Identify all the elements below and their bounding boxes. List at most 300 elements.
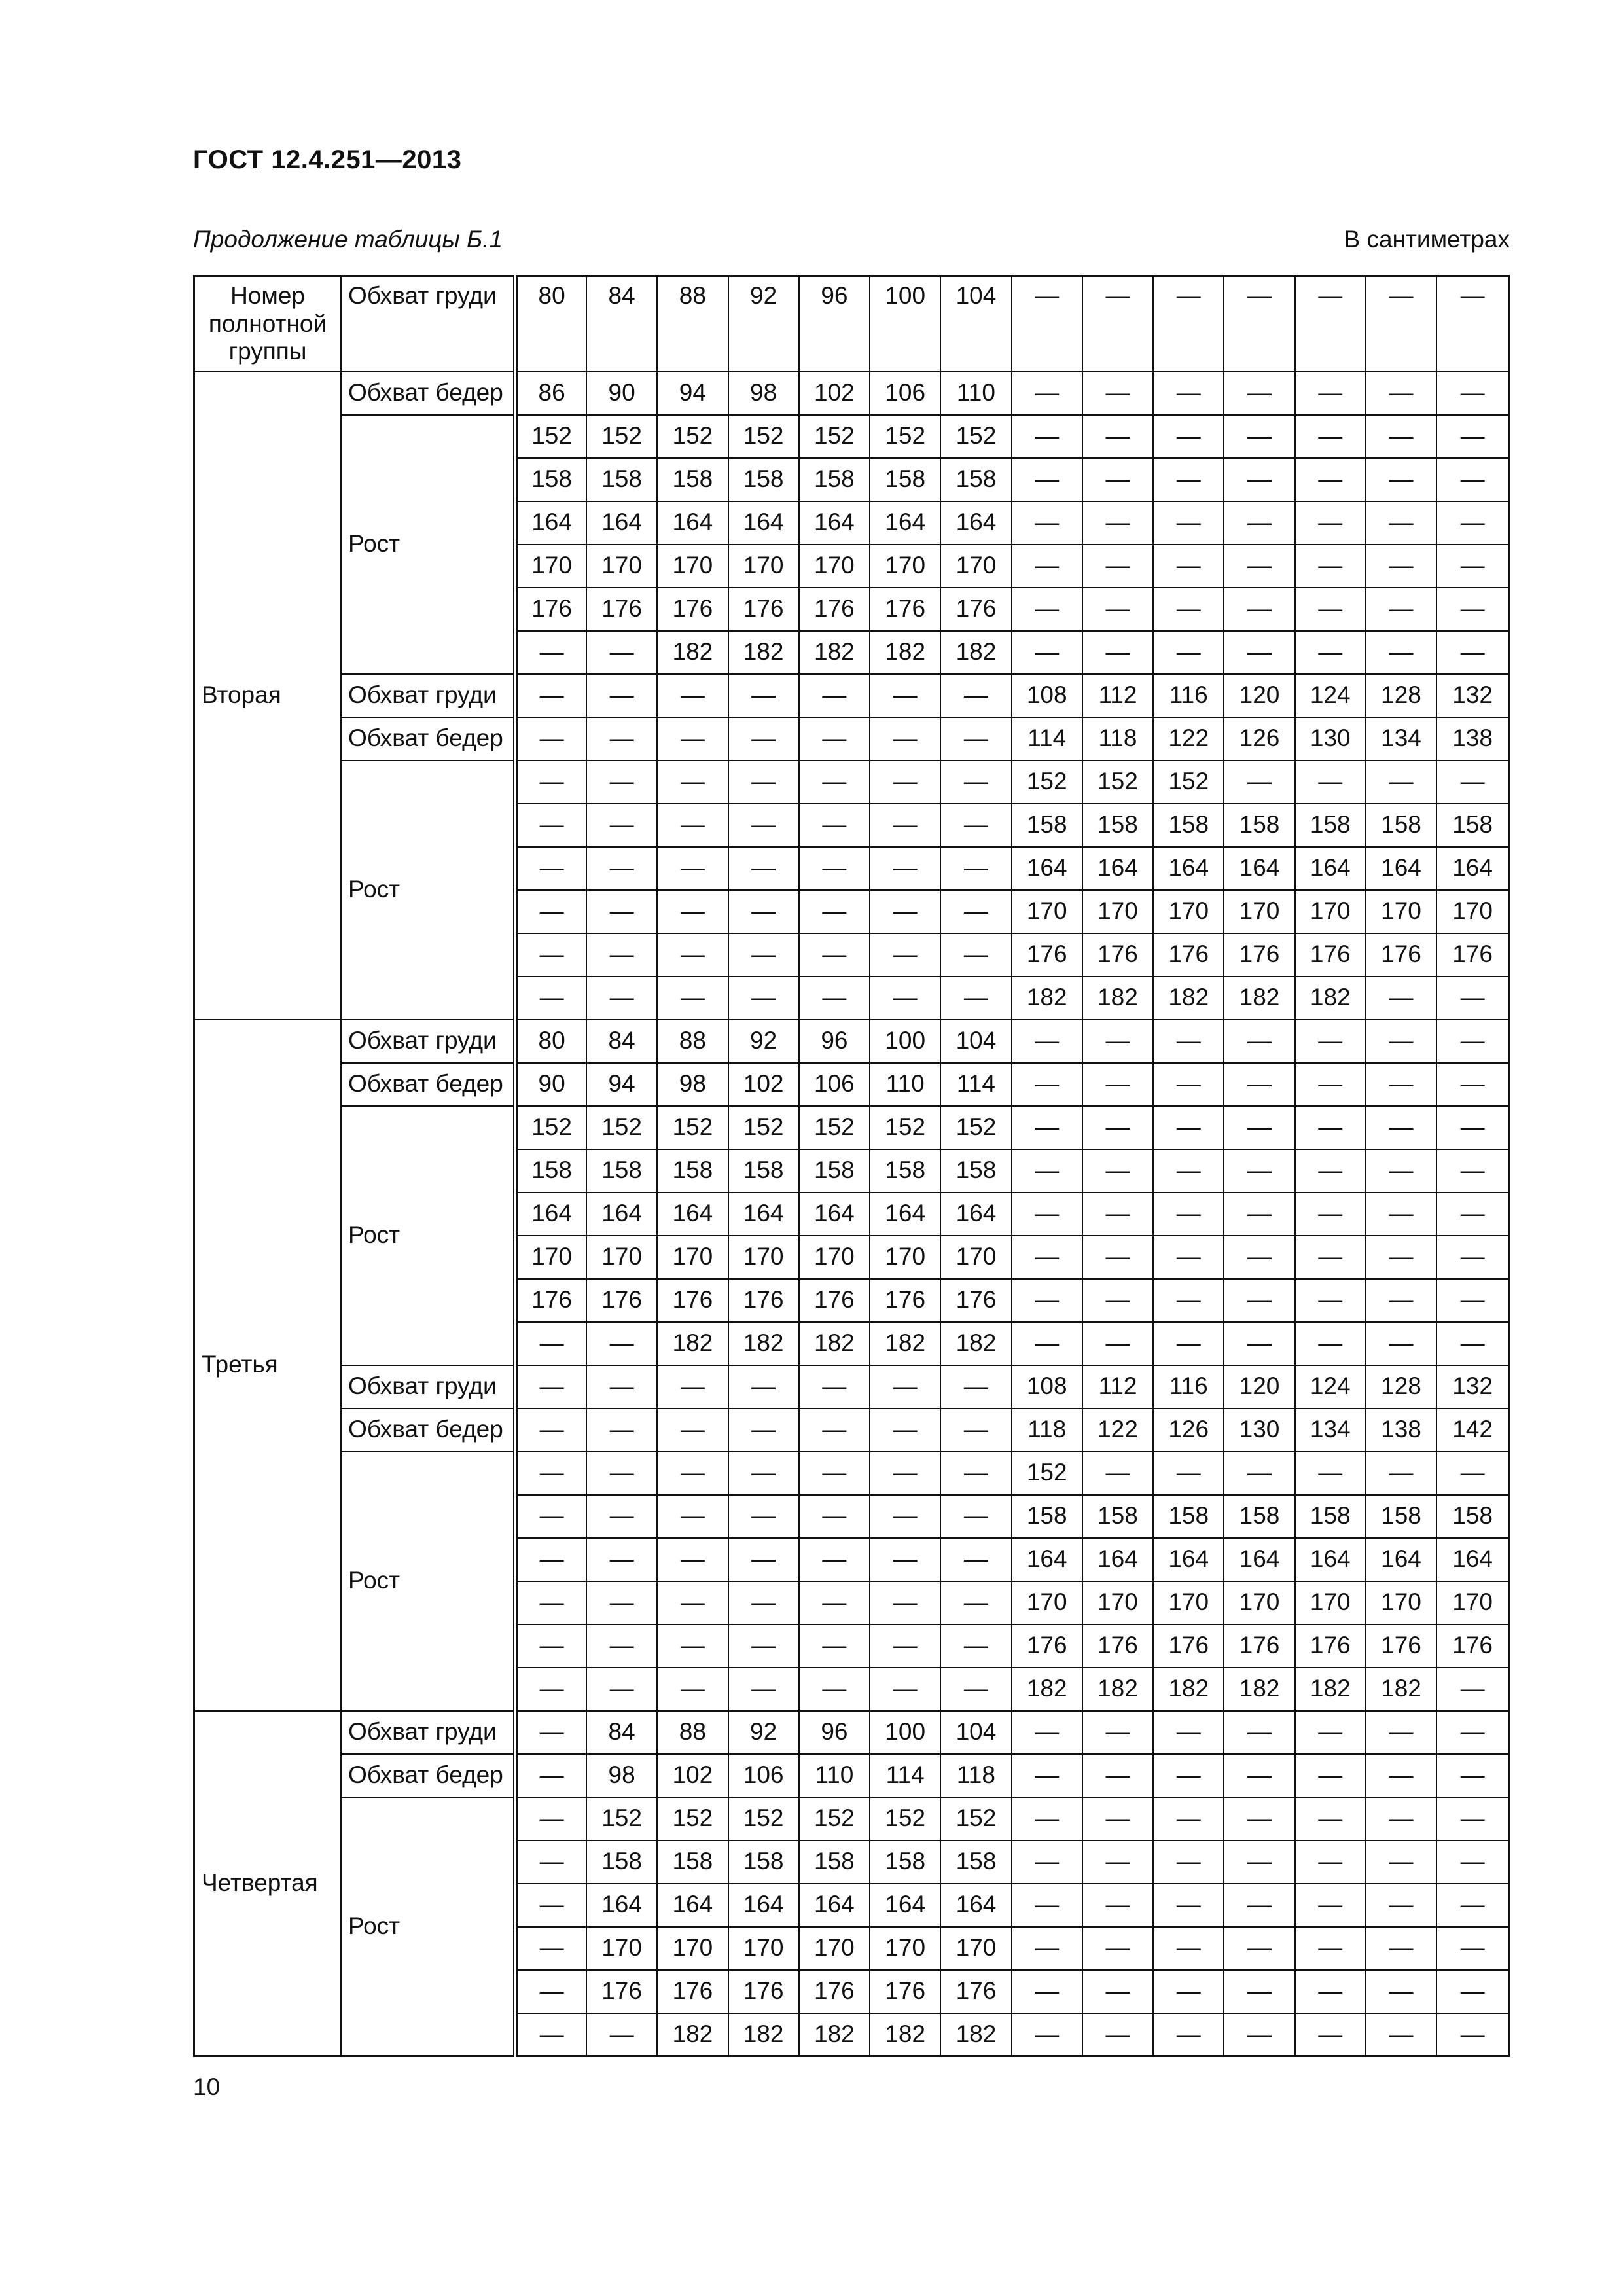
value-cell: 100 xyxy=(870,1711,940,1754)
value-cell: 182 xyxy=(1295,1668,1366,1711)
value-cell: — xyxy=(1436,2013,1508,2056)
value-cell: — xyxy=(1153,501,1224,545)
value-cell: — xyxy=(1224,1452,1294,1495)
value-cell: — xyxy=(799,1452,870,1495)
value-cell: 170 xyxy=(1224,890,1294,933)
value-cell: — xyxy=(1082,1063,1153,1106)
value-cell: 138 xyxy=(1436,717,1508,761)
value-cell: 158 xyxy=(1436,1495,1508,1538)
value-cell: — xyxy=(1224,1063,1294,1106)
value-cell: 94 xyxy=(586,1063,657,1106)
value-cell: 152 xyxy=(728,1797,799,1840)
value-cell: 164 xyxy=(1436,1538,1508,1581)
value-cell: — xyxy=(1366,545,1436,588)
value-cell: 164 xyxy=(799,501,870,545)
value-cell: 158 xyxy=(799,1149,870,1193)
value-cell: — xyxy=(940,890,1011,933)
value-cell: — xyxy=(657,1581,728,1624)
table-row xyxy=(194,415,1509,458)
value-cell: 118 xyxy=(1012,1408,1082,1452)
measure-label-cell: Обхват бедер xyxy=(341,1408,516,1452)
value-cell: 114 xyxy=(940,1063,1011,1106)
table-row xyxy=(194,1452,1509,1495)
value-cell: — xyxy=(1012,1797,1082,1840)
value-cell: 182 xyxy=(799,631,870,674)
value-cell: 98 xyxy=(586,1754,657,1797)
value-cell: — xyxy=(1153,1020,1224,1063)
value-cell: — xyxy=(516,1581,586,1624)
value-cell: — xyxy=(799,761,870,804)
value-cell: 164 xyxy=(1295,847,1366,890)
table-row xyxy=(194,1797,1509,1840)
value-cell: 158 xyxy=(1436,804,1508,847)
value-cell: 170 xyxy=(728,1927,799,1970)
value-cell: — xyxy=(1436,1149,1508,1193)
value-cell: 182 xyxy=(1082,977,1153,1020)
value-cell: 152 xyxy=(586,415,657,458)
value-cell: — xyxy=(1295,1279,1366,1322)
value-cell: 164 xyxy=(657,501,728,545)
value-cell: 164 xyxy=(870,1884,940,1927)
value-cell: 176 xyxy=(1366,1624,1436,1668)
value-cell: — xyxy=(1436,1884,1508,1927)
value-cell: — xyxy=(728,890,799,933)
value-cell: 176 xyxy=(799,1970,870,2013)
header-value: — xyxy=(1436,276,1508,372)
value-cell: 152 xyxy=(870,1797,940,1840)
value-cell: 164 xyxy=(657,1193,728,1236)
value-cell: 170 xyxy=(586,545,657,588)
value-cell: 164 xyxy=(1082,847,1153,890)
value-cell: 176 xyxy=(1295,933,1366,977)
value-cell: — xyxy=(870,717,940,761)
value-cell: — xyxy=(1224,1322,1294,1365)
value-cell: — xyxy=(1012,372,1082,415)
value-cell: — xyxy=(516,1322,586,1365)
value-cell: 164 xyxy=(870,1193,940,1236)
value-cell: — xyxy=(1295,501,1366,545)
value-cell: 164 xyxy=(940,1193,1011,1236)
value-cell: 176 xyxy=(1366,933,1436,977)
value-cell: 152 xyxy=(870,1106,940,1149)
value-cell: — xyxy=(1366,2013,1436,2056)
value-cell: — xyxy=(1295,1884,1366,1927)
value-cell: — xyxy=(1082,588,1153,631)
value-cell: 114 xyxy=(870,1754,940,1797)
value-cell: 182 xyxy=(799,2013,870,2056)
value-cell: — xyxy=(1082,1452,1153,1495)
value-cell: 152 xyxy=(799,1106,870,1149)
value-cell: 164 xyxy=(1366,1538,1436,1581)
value-cell: 152 xyxy=(657,1797,728,1840)
value-cell: — xyxy=(799,1668,870,1711)
value-cell: — xyxy=(728,1495,799,1538)
value-cell: — xyxy=(940,717,1011,761)
header-value: — xyxy=(1153,276,1224,372)
value-cell: 170 xyxy=(1153,890,1224,933)
value-cell: 182 xyxy=(870,2013,940,2056)
value-cell: — xyxy=(1153,1927,1224,1970)
value-cell: — xyxy=(516,977,586,1020)
value-cell: 152 xyxy=(516,1106,586,1149)
value-cell: 158 xyxy=(728,1149,799,1193)
value-cell: 116 xyxy=(1153,1365,1224,1408)
group-name-cell: Четвертая xyxy=(194,1711,342,2056)
value-cell: 142 xyxy=(1436,1408,1508,1452)
value-cell: 176 xyxy=(586,1279,657,1322)
value-cell: 182 xyxy=(728,2013,799,2056)
value-cell: 170 xyxy=(657,545,728,588)
value-cell: — xyxy=(799,1581,870,1624)
value-cell: — xyxy=(1082,2013,1153,2056)
value-cell: — xyxy=(870,977,940,1020)
value-cell: 170 xyxy=(1012,1581,1082,1624)
value-cell: — xyxy=(1224,545,1294,588)
value-cell: 118 xyxy=(1082,717,1153,761)
value-cell: — xyxy=(728,674,799,717)
value-cell: — xyxy=(1153,1279,1224,1322)
value-cell: 170 xyxy=(1366,890,1436,933)
value-cell: — xyxy=(1012,1279,1082,1322)
value-cell: — xyxy=(870,1495,940,1538)
value-cell: — xyxy=(728,761,799,804)
value-cell: — xyxy=(1436,1322,1508,1365)
value-cell: 112 xyxy=(1082,1365,1153,1408)
value-cell: — xyxy=(1436,415,1508,458)
measure-label-cell: Обхват бедер xyxy=(341,1063,516,1106)
value-cell: 152 xyxy=(657,415,728,458)
value-cell: — xyxy=(1436,1193,1508,1236)
value-cell: — xyxy=(1012,1711,1082,1754)
value-cell: — xyxy=(516,1927,586,1970)
table-row xyxy=(194,1754,1509,1797)
value-cell: — xyxy=(1366,1797,1436,1840)
value-cell: 182 xyxy=(1082,1668,1153,1711)
group-name-cell: Третья xyxy=(194,1020,342,1711)
value-cell: — xyxy=(516,1408,586,1452)
value-cell: — xyxy=(1436,1020,1508,1063)
value-cell: — xyxy=(799,1495,870,1538)
value-cell: 158 xyxy=(657,458,728,501)
value-cell: — xyxy=(1295,1063,1366,1106)
value-cell: 182 xyxy=(728,1322,799,1365)
value-cell: — xyxy=(1366,1236,1436,1279)
value-cell: — xyxy=(1436,761,1508,804)
value-cell: — xyxy=(1153,588,1224,631)
value-cell: — xyxy=(1224,2013,1294,2056)
value-cell: — xyxy=(940,1495,1011,1538)
value-cell: 176 xyxy=(1436,1624,1508,1668)
value-cell: — xyxy=(1366,761,1436,804)
value-cell: — xyxy=(1295,1106,1366,1149)
value-cell: 182 xyxy=(1224,1668,1294,1711)
value-cell: — xyxy=(1082,1322,1153,1365)
header-value: 88 xyxy=(657,276,728,372)
value-cell: 164 xyxy=(586,501,657,545)
header-value: 96 xyxy=(799,276,870,372)
value-cell: — xyxy=(586,933,657,977)
value-cell: 182 xyxy=(940,1322,1011,1365)
value-cell: — xyxy=(1366,588,1436,631)
value-cell: 170 xyxy=(940,1236,1011,1279)
value-cell: — xyxy=(657,890,728,933)
value-cell: 132 xyxy=(1436,674,1508,717)
value-cell: — xyxy=(1366,977,1436,1020)
value-cell: 152 xyxy=(940,1106,1011,1149)
value-cell: — xyxy=(1224,1884,1294,1927)
value-cell: 176 xyxy=(657,1970,728,2013)
value-cell: 158 xyxy=(728,1840,799,1884)
value-cell: 126 xyxy=(1153,1408,1224,1452)
value-cell: 90 xyxy=(586,372,657,415)
value-cell: 98 xyxy=(657,1063,728,1106)
value-cell: — xyxy=(940,1408,1011,1452)
value-cell: — xyxy=(1295,1322,1366,1365)
value-cell: — xyxy=(1224,458,1294,501)
value-cell: — xyxy=(1082,1106,1153,1149)
value-cell: — xyxy=(1012,1063,1082,1106)
value-cell: 164 xyxy=(799,1193,870,1236)
document-title: ГОСТ 12.4.251—2013 xyxy=(193,145,462,174)
value-cell: — xyxy=(516,1754,586,1797)
value-cell: 164 xyxy=(1224,1538,1294,1581)
value-cell: — xyxy=(516,1452,586,1495)
value-cell: — xyxy=(1366,631,1436,674)
value-cell: — xyxy=(1082,1711,1153,1754)
value-cell: 164 xyxy=(516,1193,586,1236)
value-cell: 80 xyxy=(516,1020,586,1063)
value-cell: — xyxy=(1012,545,1082,588)
value-cell: 102 xyxy=(728,1063,799,1106)
measure-label-cell: Рост xyxy=(341,1452,516,1711)
header-value: — xyxy=(1224,276,1294,372)
value-cell: 88 xyxy=(657,1020,728,1063)
value-cell: 176 xyxy=(516,1279,586,1322)
value-cell: — xyxy=(1295,1452,1366,1495)
value-cell: 182 xyxy=(1012,1668,1082,1711)
value-cell: — xyxy=(1082,1884,1153,1927)
value-cell: — xyxy=(1012,1970,1082,2013)
value-cell: — xyxy=(1153,1797,1224,1840)
page-number: 10 xyxy=(193,2073,221,2100)
value-cell: — xyxy=(940,674,1011,717)
value-cell: 158 xyxy=(940,1840,1011,1884)
value-cell: 110 xyxy=(799,1754,870,1797)
value-cell: — xyxy=(1295,545,1366,588)
value-cell: 176 xyxy=(586,588,657,631)
value-cell: 158 xyxy=(1153,804,1224,847)
value-cell: 96 xyxy=(799,1020,870,1063)
value-cell: — xyxy=(1012,501,1082,545)
value-cell: — xyxy=(1436,1711,1508,1754)
value-cell: 122 xyxy=(1082,1408,1153,1452)
value-cell: 88 xyxy=(657,1711,728,1754)
value-cell: 176 xyxy=(1436,933,1508,977)
value-cell: — xyxy=(516,890,586,933)
value-cell: — xyxy=(657,1365,728,1408)
header-value: 80 xyxy=(516,276,586,372)
value-cell: — xyxy=(940,804,1011,847)
value-cell: — xyxy=(586,1668,657,1711)
value-cell: 110 xyxy=(940,372,1011,415)
value-cell: — xyxy=(1082,1840,1153,1884)
value-cell: 90 xyxy=(516,1063,586,1106)
value-cell: — xyxy=(516,717,586,761)
value-cell: — xyxy=(1224,631,1294,674)
value-cell: — xyxy=(516,1840,586,1884)
value-cell: — xyxy=(1153,2013,1224,2056)
value-cell: — xyxy=(870,933,940,977)
header-value: — xyxy=(1295,276,1366,372)
value-cell: 104 xyxy=(940,1020,1011,1063)
value-cell: 176 xyxy=(657,588,728,631)
value-cell: 176 xyxy=(1224,933,1294,977)
measure-label-cell: Обхват груди xyxy=(341,1365,516,1408)
value-cell: — xyxy=(1082,1754,1153,1797)
value-cell: — xyxy=(657,1538,728,1581)
value-cell: — xyxy=(657,847,728,890)
value-cell: — xyxy=(1153,631,1224,674)
value-cell: — xyxy=(657,977,728,1020)
header-value: 104 xyxy=(940,276,1011,372)
value-cell: 152 xyxy=(1153,761,1224,804)
value-cell: — xyxy=(1153,1884,1224,1927)
value-cell: — xyxy=(1012,631,1082,674)
value-cell: — xyxy=(728,717,799,761)
value-cell: — xyxy=(1153,1840,1224,1884)
value-cell: 182 xyxy=(1153,977,1224,1020)
value-cell: 86 xyxy=(516,372,586,415)
value-cell: 158 xyxy=(870,458,940,501)
value-cell: — xyxy=(940,933,1011,977)
value-cell: — xyxy=(1295,1797,1366,1840)
value-cell: 176 xyxy=(1153,1624,1224,1668)
value-cell: — xyxy=(1082,1279,1153,1322)
value-cell: — xyxy=(657,717,728,761)
value-cell: — xyxy=(728,1408,799,1452)
value-cell: 92 xyxy=(728,1020,799,1063)
value-cell: — xyxy=(1295,1193,1366,1236)
value-cell: 92 xyxy=(728,1711,799,1754)
value-cell: — xyxy=(1153,372,1224,415)
value-cell: — xyxy=(799,1408,870,1452)
value-cell: — xyxy=(586,977,657,1020)
value-cell: 158 xyxy=(657,1149,728,1193)
value-cell: 170 xyxy=(1436,890,1508,933)
value-cell: — xyxy=(728,1668,799,1711)
value-cell: 170 xyxy=(870,1236,940,1279)
value-cell: — xyxy=(1295,372,1366,415)
value-cell: 124 xyxy=(1295,674,1366,717)
value-cell: 152 xyxy=(1082,761,1153,804)
value-cell: — xyxy=(1082,1149,1153,1193)
table-body xyxy=(194,276,1509,2056)
value-cell: 164 xyxy=(586,1884,657,1927)
value-cell: — xyxy=(516,631,586,674)
value-cell: — xyxy=(1012,1020,1082,1063)
value-cell: 170 xyxy=(1224,1581,1294,1624)
value-cell: 152 xyxy=(586,1106,657,1149)
value-cell: 158 xyxy=(799,458,870,501)
value-cell: — xyxy=(940,1538,1011,1581)
value-cell: — xyxy=(516,1538,586,1581)
value-cell: 164 xyxy=(1436,847,1508,890)
value-cell: — xyxy=(586,1581,657,1624)
value-cell: — xyxy=(657,761,728,804)
value-cell: — xyxy=(1436,1106,1508,1149)
value-cell: — xyxy=(586,1538,657,1581)
table-row xyxy=(194,1063,1509,1106)
value-cell: 164 xyxy=(1082,1538,1153,1581)
value-cell: — xyxy=(1012,1236,1082,1279)
value-cell: 124 xyxy=(1295,1365,1366,1408)
table-row xyxy=(194,1020,1509,1063)
value-cell: — xyxy=(1082,1797,1153,1840)
value-cell: — xyxy=(586,761,657,804)
value-cell: 158 xyxy=(1366,1495,1436,1538)
value-cell: 152 xyxy=(728,415,799,458)
value-cell: 170 xyxy=(1153,1581,1224,1624)
value-cell: 182 xyxy=(940,631,1011,674)
measure-label-cell: Обхват бедер xyxy=(341,717,516,761)
value-cell: — xyxy=(1295,1020,1366,1063)
value-cell: 170 xyxy=(799,1236,870,1279)
value-cell: — xyxy=(657,1624,728,1668)
value-cell: 176 xyxy=(1012,1624,1082,1668)
value-cell: 120 xyxy=(1224,674,1294,717)
value-cell: — xyxy=(870,1538,940,1581)
value-cell: 170 xyxy=(586,1927,657,1970)
value-cell: — xyxy=(516,1365,586,1408)
value-cell: 152 xyxy=(657,1106,728,1149)
value-cell: — xyxy=(1153,1063,1224,1106)
value-cell: — xyxy=(1012,458,1082,501)
value-cell: — xyxy=(1295,588,1366,631)
value-cell: — xyxy=(1082,545,1153,588)
value-cell: 164 xyxy=(940,1884,1011,1927)
value-cell: — xyxy=(1436,1797,1508,1840)
value-cell: 152 xyxy=(799,415,870,458)
value-cell: — xyxy=(1295,1754,1366,1797)
value-cell: — xyxy=(1366,1193,1436,1236)
value-cell: 158 xyxy=(1082,804,1153,847)
table-row xyxy=(194,1365,1509,1408)
value-cell: — xyxy=(799,804,870,847)
value-cell: 158 xyxy=(516,458,586,501)
value-cell: 164 xyxy=(1012,847,1082,890)
value-cell: — xyxy=(799,933,870,977)
value-cell: 182 xyxy=(1224,977,1294,1020)
value-cell: — xyxy=(516,933,586,977)
value-cell: — xyxy=(940,847,1011,890)
value-cell: 182 xyxy=(870,631,940,674)
value-cell: — xyxy=(728,1365,799,1408)
value-cell: 170 xyxy=(870,1927,940,1970)
measure-label-cell: Обхват бедер xyxy=(341,372,516,415)
value-cell: 158 xyxy=(516,1149,586,1193)
value-cell: 120 xyxy=(1224,1365,1294,1408)
value-cell: 158 xyxy=(870,1840,940,1884)
value-cell: — xyxy=(516,1624,586,1668)
value-cell: 182 xyxy=(799,1322,870,1365)
value-cell: — xyxy=(728,847,799,890)
value-cell: 164 xyxy=(1153,1538,1224,1581)
value-cell: — xyxy=(586,631,657,674)
value-cell: — xyxy=(1366,1063,1436,1106)
value-cell: 128 xyxy=(1366,674,1436,717)
value-cell: — xyxy=(728,1624,799,1668)
value-cell: — xyxy=(870,674,940,717)
